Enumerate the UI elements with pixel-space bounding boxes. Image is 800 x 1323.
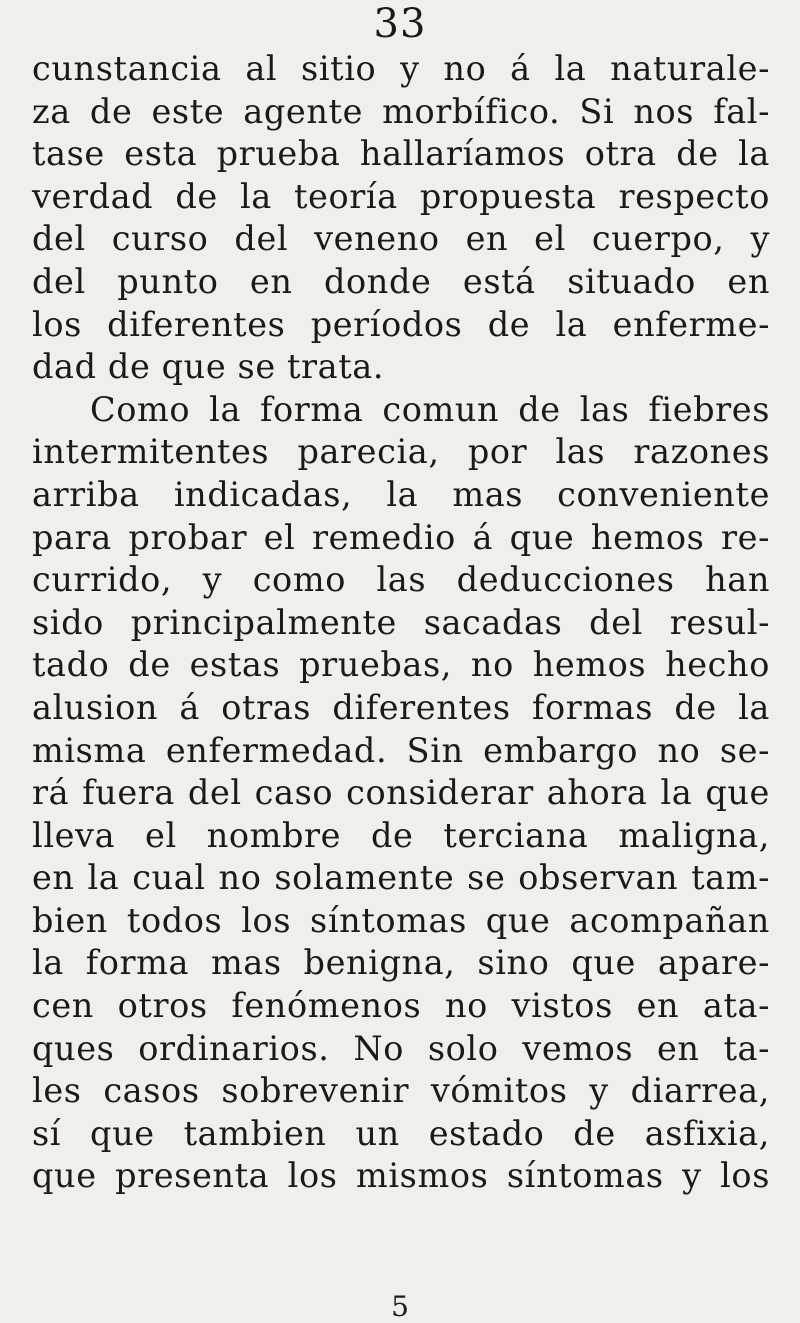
text-line: la forma mas benigna, sino que apare- (32, 943, 770, 983)
text-line: les casos sobrevenir vómitos y diarrea, (32, 1071, 770, 1111)
text-line: tado de estas pruebas, no hemos hecho (32, 645, 770, 685)
text-line: za de este agente morbífico. Si nos fal- (32, 91, 770, 131)
text-line: currido, y como las deducciones han (32, 560, 770, 600)
text-line: alusion á otras diferentes formas de la (32, 687, 770, 727)
body-text (32, 48, 770, 1198)
text-line: ques ordinarios. No solo vemos en ta- (32, 1028, 770, 1068)
text-line: del punto en donde está situado en (32, 261, 770, 301)
text-line: del curso del veneno en el cuerpo, y (32, 219, 770, 259)
paragraph-1 (32, 48, 770, 389)
text-line: verdad de la teoría propuesta respecto (32, 176, 770, 216)
page-number: 33 (373, 1, 427, 47)
text-line: arriba indicadas, la mas conveniente (32, 474, 770, 514)
paragraph-2 (32, 389, 770, 1198)
text-line: cunstancia al sitio y no á la naturale- (32, 49, 770, 88)
text-line: los diferentes períodos de la enferme- (32, 304, 770, 344)
text-line: sí que tambien un estado de asfixia, (32, 1113, 770, 1153)
text-line: lleva el nombre de terciana maligna, (32, 815, 770, 855)
text-line: Como la forma comun de las fiebres (90, 389, 770, 429)
text-line: dad de que se trata. (32, 347, 385, 387)
text-line: intermitentes parecia, por las razones (32, 432, 770, 472)
text-line: tase esta prueba hallaríamos otra de la (32, 134, 770, 174)
text-line: rá fuera del caso considerar ahora la que (32, 773, 770, 813)
signature-mark: 5 (391, 1290, 409, 1323)
text-line: que presenta los mismos síntomas y los (32, 1156, 770, 1196)
text-line: sido principalmente sacadas del resul- (32, 602, 770, 642)
text-line: para probar el remedio á que hemos re- (32, 517, 770, 557)
text-line: cen otros fenómenos no vistos en ata- (32, 986, 770, 1026)
text-line: bien todos los síntomas que acompañan (32, 900, 770, 940)
text-line: en la cual no solamente se observan tam- (32, 858, 770, 898)
text-line: misma enfermedad. Sin embargo no se- (32, 730, 770, 770)
